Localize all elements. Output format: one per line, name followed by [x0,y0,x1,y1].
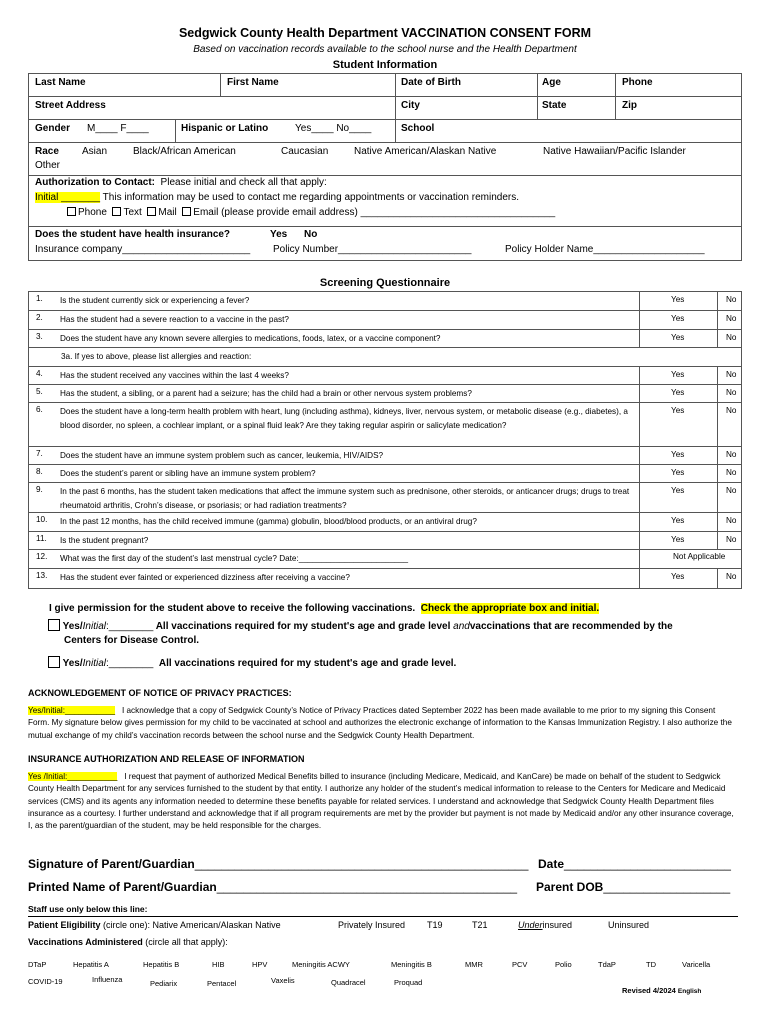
insurance-yes-option[interactable]: Yes [270,229,288,240]
race-option[interactable]: Caucasian [281,146,329,157]
school-field[interactable]: School [401,123,435,134]
vaccine-option[interactable]: TdaP [598,960,616,969]
permission-option-2: Yes/Initial:________ All vaccinations required for my student's age and grade level. [48,656,456,669]
race-option[interactable]: Black/African American [133,146,236,157]
answer-yes[interactable]: Yes [671,450,685,459]
mail-checkbox[interactable]: Mail [147,207,176,218]
elig-option[interactable]: Uninsured [608,920,650,930]
answer-no[interactable]: No [726,516,737,525]
printed-name-field[interactable]: _____________________________________________ [216,880,518,894]
gender-label: Gender [35,123,71,134]
question-number: 2. [36,313,43,322]
question-text: Does the student’s parent or sibling have an immune system problem? [60,469,316,478]
hispanic-label: Hispanic or Latino [181,123,269,134]
date-of-birth-field[interactable]: Date of Birth [401,77,461,88]
insurance-auth-paragraph: Yes /Initial:___________ I request that payment of authorized Medical Benefits billed to insurance (including Medicare, Medicaid, and KanCare) be made on behalf of the student to Sedgwick County Health Department for any services furnished to the student by that entity. I authorize any holder of the student’s medical information to release to the Centers for Medicare and Medicaid services (CMS) and its agents any information needed to determine these benefits payable for related services. I understand and acknowledge that Sedgwick County Health Department files insurance as a courtesy. I further understand and acknowledge that if all program requirements are met by the provider but payment is not made by Medicaid and/or any other insurance coverage, I, as the parent/guardian of the student, may be held responsible for the charges. [28,772,734,831]
answer-yes[interactable]: Yes [671,370,685,379]
elig-option[interactable]: T21 [472,920,488,930]
permission-2-initial-field[interactable]: :________ [106,658,154,669]
staff-title: Staff use only below this line: [28,904,148,914]
question-number: 1. [36,294,43,303]
question-text: Is the student pregnant? [60,536,149,545]
question-number: 7. [36,449,43,458]
answer-no[interactable]: No [726,333,737,342]
vaccine-option[interactable]: Influenza [92,975,123,984]
question-number: 5. [36,387,43,396]
question-text: 3a. If yes to above, please list allergies and reaction: [61,352,252,361]
question-number: 10. [36,515,48,524]
last-name-field[interactable]: Last Name [35,77,86,88]
question-text: In the past 12 months, has the child received immune (gamma) globulin, blood/blood products, or an antiviral drug? [60,517,477,526]
race-label: Race [35,146,59,157]
vaccinations-row: Vaccinations Administered (circle all that apply): [28,937,228,947]
vaccine-option[interactable]: HPV [252,960,268,969]
answer-yes[interactable]: Yes [671,314,685,323]
answer-no[interactable]: No [726,486,737,495]
signature-row: Signature of Parent/Guardian__________________________________________________ [28,857,529,871]
question-number: 11. [36,534,47,543]
question-text: Has the student, a sibling, or a parent had a seizure; has the child had a brain or other nervous system problems? [60,389,472,398]
permission-intro: I give permission for the student above to receive the following vaccinations. Check the appropriate box and initial. [49,603,600,614]
race-option[interactable]: Asian [82,146,108,157]
answer-no[interactable]: No [726,406,737,415]
vaccine-option[interactable]: HIB [212,960,225,969]
answer-yes[interactable]: Yes [671,406,685,415]
vaccine-option[interactable]: Pentacel [207,979,237,988]
policy-number-field[interactable]: Policy Number________________________ [273,244,472,255]
vaccine-option[interactable]: DTaP [28,960,47,969]
parent-dob-field[interactable]: ___________________ [603,880,731,894]
vaccine-option[interactable]: Proquad [394,978,423,987]
answer-not-applicable[interactable]: Not Applicable [673,552,726,561]
form-subtitle: Based on vaccination records available to the school nurse and the Health Department [193,44,577,55]
auth-contact-title: Authorization to Contact: [35,177,155,188]
vaccine-option[interactable]: Vaxelis [271,976,295,985]
answer-yes[interactable]: Yes [671,486,685,495]
first-name-field[interactable]: First Name [227,77,279,88]
zip-field[interactable]: Zip [622,100,637,111]
gender-options[interactable]: M____ F____ [87,123,149,134]
race-option[interactable]: Native American/Alaskan Native [354,146,497,157]
phone-checkbox[interactable]: Phone [67,207,107,218]
question-text: Does the student have an immune system problem such as cancer, leukemia, HIV/AIDS? [60,451,384,460]
vaccine-option[interactable]: Quadracel [331,978,366,987]
hispanic-options[interactable]: Yes____ No____ [295,123,372,134]
form-title: Sedgwick County Health Department VACCINATION CONSENT FORM [178,26,592,40]
signature-date-field[interactable]: _________________________ [564,857,731,871]
vaccine-option[interactable]: Varicella [682,960,711,969]
question-number: 6. [36,405,43,414]
privacy-paragraph: Yes/Initial:___________ I acknowledge that a copy of Sedgwick County’s Notice of Privacy Practices dated September 2022 has been made available to me prior to my signing this Consent Form. My signature below gives permission for my child to be vaccinated at school and authorizes the electronic exchange of information to the Kansas Immunization Registry. I also authorize the mutual exchange of my child’s vaccination records between the school nurse and the Sedgwick County Health Department. [28,706,732,740]
question-text: Has the student received any vaccines within the last 4 weeks? [60,371,289,380]
auth-contact-text: This information may be used to contact me regarding appointments or vaccination reminders. [102,192,519,203]
question-text: Is the student currently sick or experiencing a fever? [60,296,250,305]
permission-1-checkbox[interactable] [48,619,60,631]
answer-yes[interactable]: Yes [671,516,685,525]
answer-no[interactable]: No [726,388,737,397]
answer-yes[interactable]: Yes [671,535,685,544]
answer-yes[interactable]: Yes [671,468,685,477]
answer-yes[interactable]: Yes [671,572,685,581]
answer-no[interactable]: No [726,370,737,379]
race-option[interactable]: Native Hawaiian/Pacific Islander [543,146,686,157]
question-number: 13. [36,571,48,580]
permission-1-text-cont: Centers for Disease Control. [64,635,200,646]
age-field[interactable]: Age [542,77,561,88]
auth-initial-field[interactable]: Initial _______ [35,192,101,203]
vaccine-option[interactable]: MMR [465,960,483,969]
auth-contact-instructions: Please initial and check all that apply: [160,177,327,188]
insurance-company-field[interactable]: Insurance company_______________________ [35,244,251,255]
permission-option-1: Yes/Initial:________ All vaccinations required for my student's age and grade level andvaccinations that are recommended by the [48,619,673,632]
vaccine-option[interactable]: Meningitis ACWY [292,960,350,969]
question-number: 3. [36,332,43,341]
question-text: Has the student ever fainted or experienced dizziness after receiving a vaccine? [60,573,350,582]
question-text: Does the student have any known severe allergies to medications, foods, latex, or a vaccine component? [60,334,441,343]
question-text: In the past 6 months, has the student taken medications that affect the immune system such as prednisone, other steroids, or anticancer drugs; drugs to treat rheumatoid arthritis, Crohn’s disease, or psoriasis; or had radiation treatments? [60,487,630,510]
answer-no[interactable]: No [726,572,737,581]
answer-no[interactable]: No [726,314,737,323]
permission-intro-highlight: Check the appropriate box and initial. [420,603,600,614]
text-checkbox[interactable]: Text [112,207,141,218]
answer-no[interactable]: No [726,535,737,544]
elig-option[interactable]: T19 [427,920,443,930]
insurance-no-option[interactable]: No [304,229,318,240]
section-title-student-info: Student Information [332,59,438,71]
answer-no[interactable]: No [726,295,737,304]
street-address-field[interactable]: Street Address [35,100,106,111]
contact-options [67,207,555,218]
answer-no[interactable]: No [726,468,737,477]
vaccine-option[interactable]: TD [646,960,656,969]
signature-field[interactable]: __________________________________________________ [194,857,529,871]
parent-dob-row: Parent DOB___________________ [536,880,731,894]
staff-divider [28,916,738,917]
vaccine-option[interactable]: Hepatitis A [73,960,109,969]
elig-option[interactable]: Privately Insured [338,920,406,930]
printed-name-row: Printed Name of Parent/Guardian_____________________________________________ [28,880,518,894]
vaccine-option[interactable]: Meningitis B [391,960,432,969]
question-number: 8. [36,467,43,476]
insurance-auth-initial-field[interactable]: Yes /Initial:___________ [28,772,118,781]
question-text: Has the student had a severe reaction to a vaccine in the past? [60,315,289,324]
question-text: What was the first day of the student’s last menstrual cycle? Date:________________________ [60,554,409,563]
question-text: Does the student have a long-term health problem with heart, lung (including asthma), kidneys, liver, nervous system, or metabolic disease (e.g., diabetes), a blood disorder, no spleen, a cochlear implant, or a spinal fluid leak? Are they taking regular aspirin or salicylate medication? [60,407,628,430]
question-number: 12. [36,552,48,561]
city-field[interactable]: City [401,100,420,111]
race-other-option[interactable]: Other [35,160,61,171]
question-number: 4. [36,369,43,378]
elig-option-underinsured[interactable]: Underinsured [518,920,573,930]
insurance-question: Does the student have health insurance? [35,229,231,240]
eligibility-row: Patient Eligibility (circle one): Native American/Alaskan Native [28,920,281,930]
policy-holder-field[interactable]: Policy Holder Name____________________ [505,244,705,255]
email-checkbox[interactable]: Email (please provide email address) ___________________________________ [182,207,555,218]
question-number: 9. [36,485,43,494]
insurance-auth-title: INSURANCE AUTHORIZATION AND RELEASE OF INFORMATION [28,754,305,764]
state-field[interactable]: State [542,100,567,111]
answer-yes[interactable]: Yes [671,295,685,304]
vaccine-option[interactable]: PCV [512,960,528,969]
privacy-title: ACKNOWLEDGEMENT OF NOTICE OF PRIVACY PRACTICES: [28,688,292,698]
date-row: Date_________________________ [538,857,731,871]
answer-yes[interactable]: Yes [671,333,685,342]
vaccine-option[interactable]: Polio [555,960,572,969]
phone-field[interactable]: Phone [622,77,653,88]
answer-no[interactable]: No [726,450,737,459]
privacy-initial-field[interactable]: Yes/Initial:___________ [28,706,116,715]
vaccine-option[interactable]: COVID-19 [28,977,63,986]
vaccine-option[interactable]: Pediarix [150,979,178,988]
section-title-screening: Screening Questionnaire [319,277,451,289]
revision-note: Revised 4/2024 English [622,986,702,995]
answer-yes[interactable]: Yes [671,388,685,397]
permission-2-checkbox[interactable] [48,656,60,668]
vaccine-option[interactable]: Hepatitis B [143,960,180,969]
permission-1-initial-field[interactable]: :________ [106,621,154,632]
